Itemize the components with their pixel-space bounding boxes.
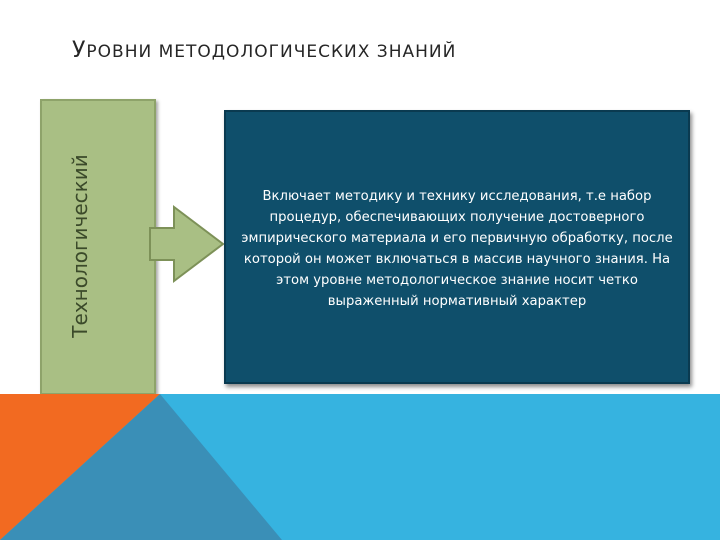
right-arrow-icon (148, 204, 226, 284)
title-first-letter: У (72, 38, 87, 63)
description-text: Включает методику и технику исследования, т.е набор процедур, обеспечивающих получение достоверного эмпирического материала и его первичную обработку, после которой он может включаться в массив научного знания. На этом уровне методологическое знание носит четко выраженный нормативный характер (241, 189, 673, 309)
level-label: Технологический (68, 154, 92, 338)
level-panel (40, 99, 156, 395)
description-box (224, 110, 690, 384)
slide-title (72, 38, 456, 63)
title-rest: РОВНИ МЕТОДОЛОГИЧЕСКИХ ЗНАНИЙ (86, 42, 457, 62)
decorative-footer (0, 394, 720, 540)
